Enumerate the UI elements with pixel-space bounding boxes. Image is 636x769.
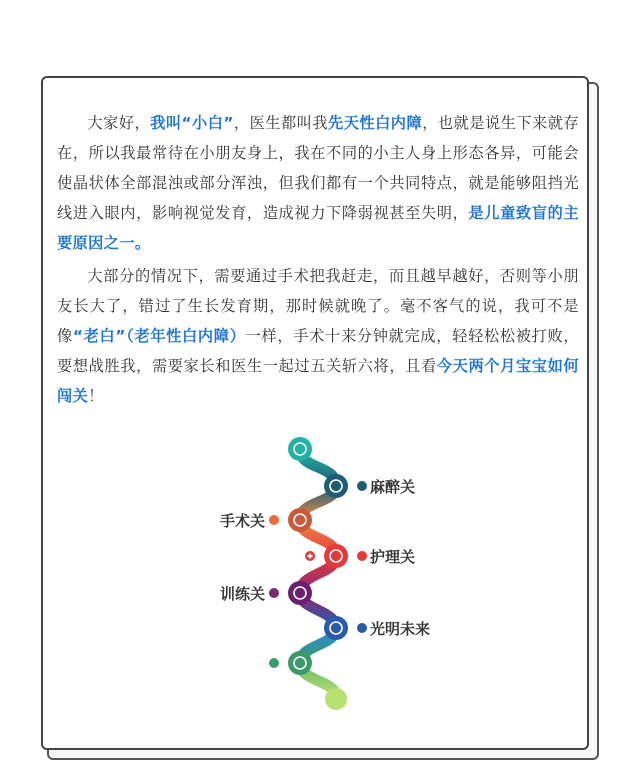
step-node-1	[324, 474, 415, 498]
step-dot-3	[357, 551, 367, 561]
step-dot-5	[357, 623, 367, 633]
text: 一样，手术十来分钟就完成，轻轻松松被打败，要想战胜我，需要家长和医生一起过五关斩六将，且看	[57, 327, 580, 375]
highlight-old-cataract: “老白”（老年性白内障）	[72, 327, 246, 345]
step-node-2	[220, 508, 312, 532]
text: ！	[88, 387, 104, 405]
step-node-5	[324, 616, 430, 640]
highlight-baby: 今天两个月宝宝如何闯关	[57, 357, 579, 405]
step-label-1: 麻醉关	[370, 478, 416, 496]
highlight-disease: 先天性白内障	[328, 114, 423, 132]
step-label-4: 训练关	[219, 585, 265, 603]
highlight-name: 我叫“小白”	[150, 114, 234, 132]
text: 大家好，	[87, 114, 151, 132]
highlight-cause: 是儿童致盲的主要原因之一。	[57, 204, 579, 252]
step-node-3	[305, 544, 415, 568]
text: ，也就是说生下来就存在，所以我最常待在小朋友身上，我在不同的小主人身上形态各异，可能会使晶状体全部混浊或部分浑浊，但我们都有一个共同特点，就是能够阻挡光线进入眼内，影响视觉发育，造成视力下降弱视甚至失明，	[57, 114, 580, 222]
end-node	[269, 651, 312, 675]
step-label-5: 光明未来	[370, 620, 431, 638]
step-dot-1	[357, 481, 367, 491]
end-dot	[269, 658, 279, 668]
text: ，医生都叫我	[233, 114, 329, 132]
medical-cross-icon	[305, 551, 315, 561]
start-node	[288, 437, 312, 461]
step-dot-2	[269, 515, 279, 525]
step-label-2: 手术关	[219, 512, 265, 530]
step-dot-4	[269, 588, 279, 598]
text: 大部分的情况下，需要通过手术把我赶走，而且越早越好，否则等小朋友长大了，错过了生长发育期，那时候就晚了。毫不客气的说，我可不是像	[57, 267, 579, 345]
step-node-4	[220, 581, 312, 605]
step-label-3: 护理关	[370, 548, 416, 566]
tail-dot	[325, 688, 347, 710]
